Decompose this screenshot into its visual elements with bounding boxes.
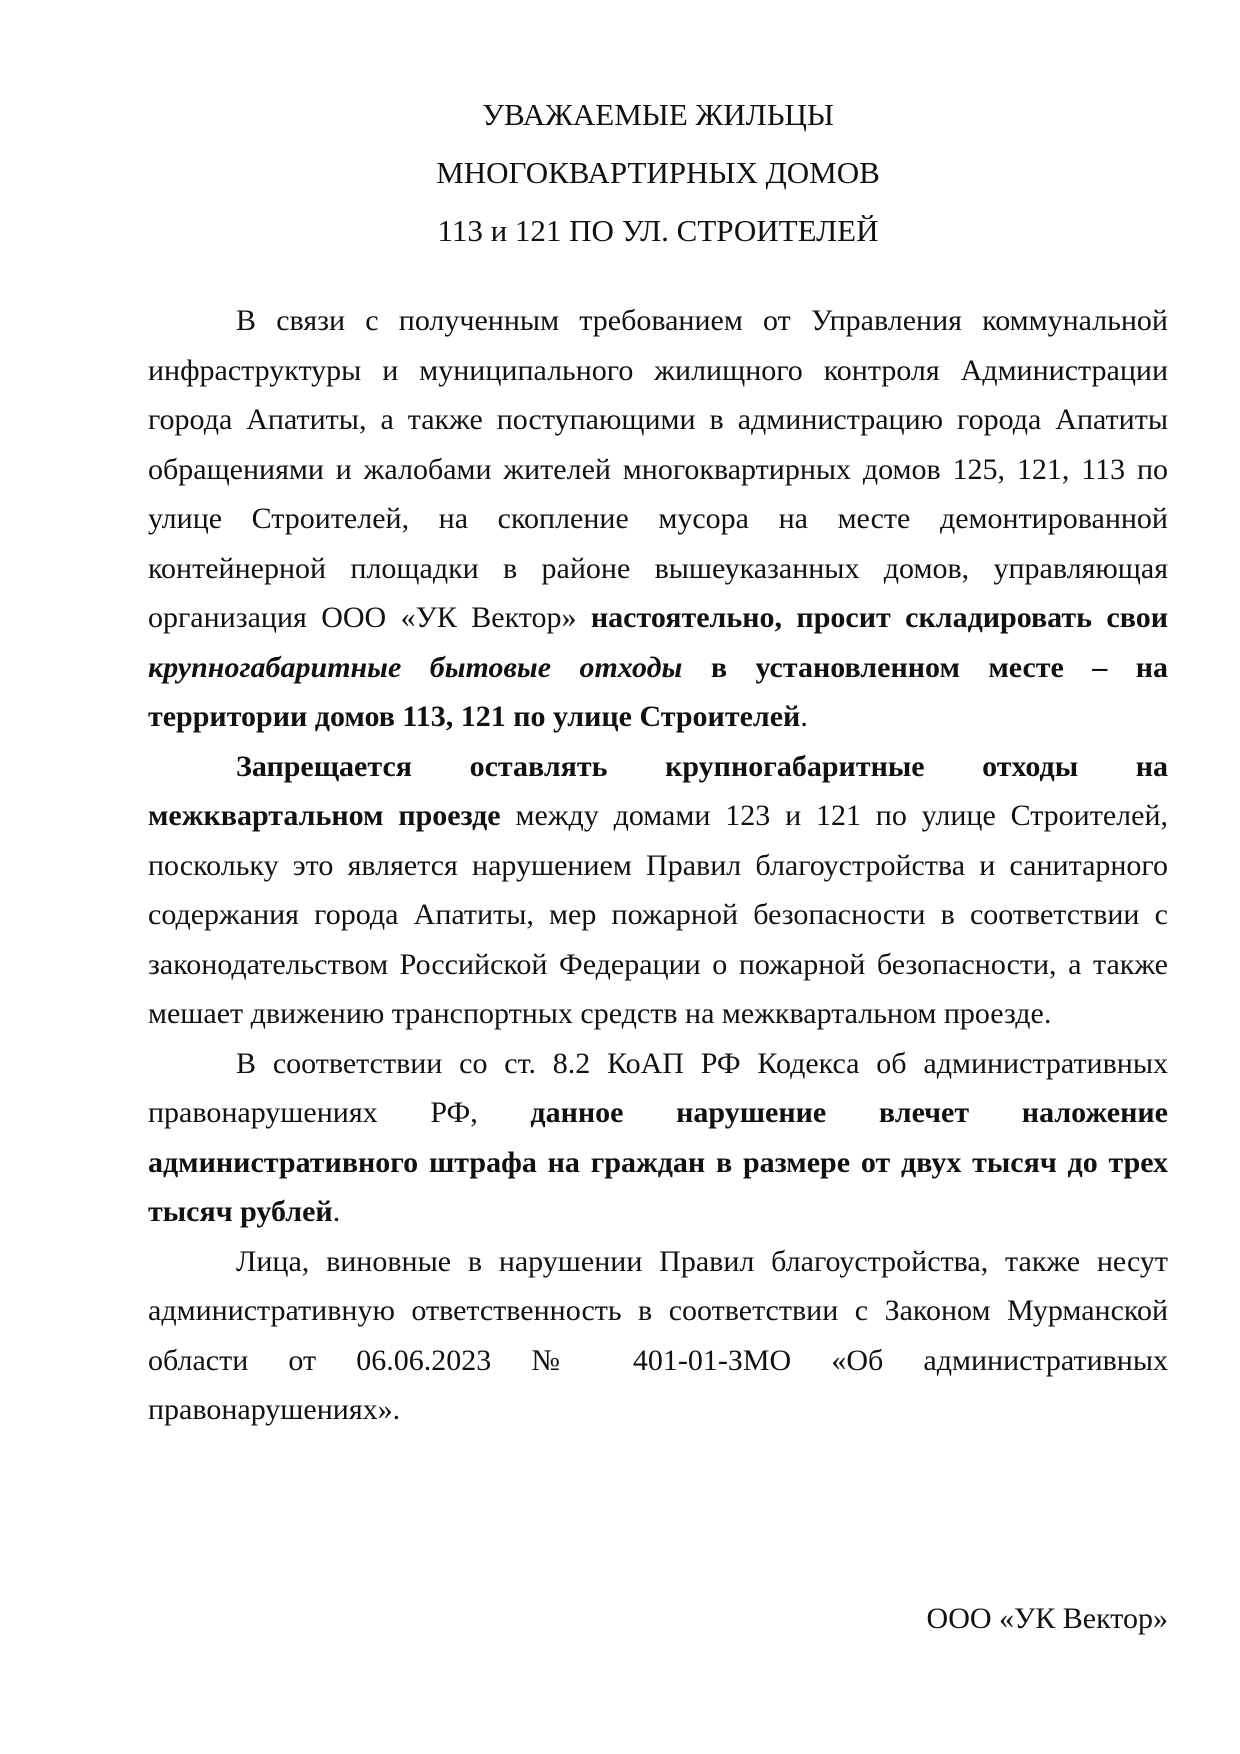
paragraph-fine-bold: данное нарушение влечет наложение административного штрафа на граждан в размере от двух тысяч до трех тысяч рублей <box>148 1096 1168 1228</box>
paragraph-liability-text: Лица, виновные в нарушении Правил благоустройства, также несут административную ответственность в соответствии с Законом Мурманской области от 06.06.2023 № 401-01-ЗМО «Об административных правонарушениях». <box>148 1244 1168 1426</box>
paragraph-fine-end: . <box>332 1195 341 1228</box>
paragraph-notice-bold-request: настоятельно, просит складировать свои <box>590 601 1168 634</box>
paragraph-notice-bold-location: в установленном месте – на территории домов 113, 121 по улице Строителей <box>148 650 1169 733</box>
paragraph-notice <box>148 296 1168 742</box>
title-line-3: 113 и 121 ПО УЛ. СТРОИТЕЛЕЙ <box>437 213 879 248</box>
paragraph-prohibition-text: между домами 123 и 121 по улице Строителей, поскольку это является нарушением Правил благоустройства и санитарного содержания города Апатиты, мер пожарной безопасности в соответствии с законодательством Российской Федерации о пожарной безопасности, а также мешает движению транспортных средств на межквартальном проезде. <box>148 799 1169 1030</box>
document-title <box>0 86 1240 260</box>
title-line-1: УВАЖАЕМЫЕ ЖИЛЬЦЫ <box>482 97 834 132</box>
paragraph-liability <box>148 1237 1168 1435</box>
paragraph-fine-text: В соответствии со ст. 8.2 КоАП РФ Кодекса об административных правонарушениях РФ, <box>148 1046 1168 1129</box>
paragraph-notice-bold-italic-waste: крупногабаритные бытовые отходы <box>148 650 683 684</box>
paragraph-prohibition-bold: Запрещается оставлять крупногабаритные отходы на межквартальном проезде <box>148 749 1168 832</box>
paragraph-notice-text: В связи с полученным требованием от Управления коммунальной инфраструктуры и муниципального жилищного контроля Администрации города Апатиты, а также поступающими в администрацию города Апатиты обращениями и жалобами жителей многоквартирных домов 125, 121, 113 по улице Строителей, на скопление мусора на месте демонтированной контейнерной площадки в районе вышеуказанных домов, управляющая организация ООО «УК Вектор» <box>148 304 1168 634</box>
title-line-2: МНОГОКВАРТИРНЫХ ДОМОВ <box>436 155 880 190</box>
signature: ООО «УК Вектор» <box>926 1602 1168 1635</box>
document-body <box>148 296 1168 1435</box>
paragraph-prohibition <box>148 742 1168 1039</box>
paragraph-fine <box>148 1039 1168 1237</box>
paragraph-notice-end: . <box>800 700 808 733</box>
